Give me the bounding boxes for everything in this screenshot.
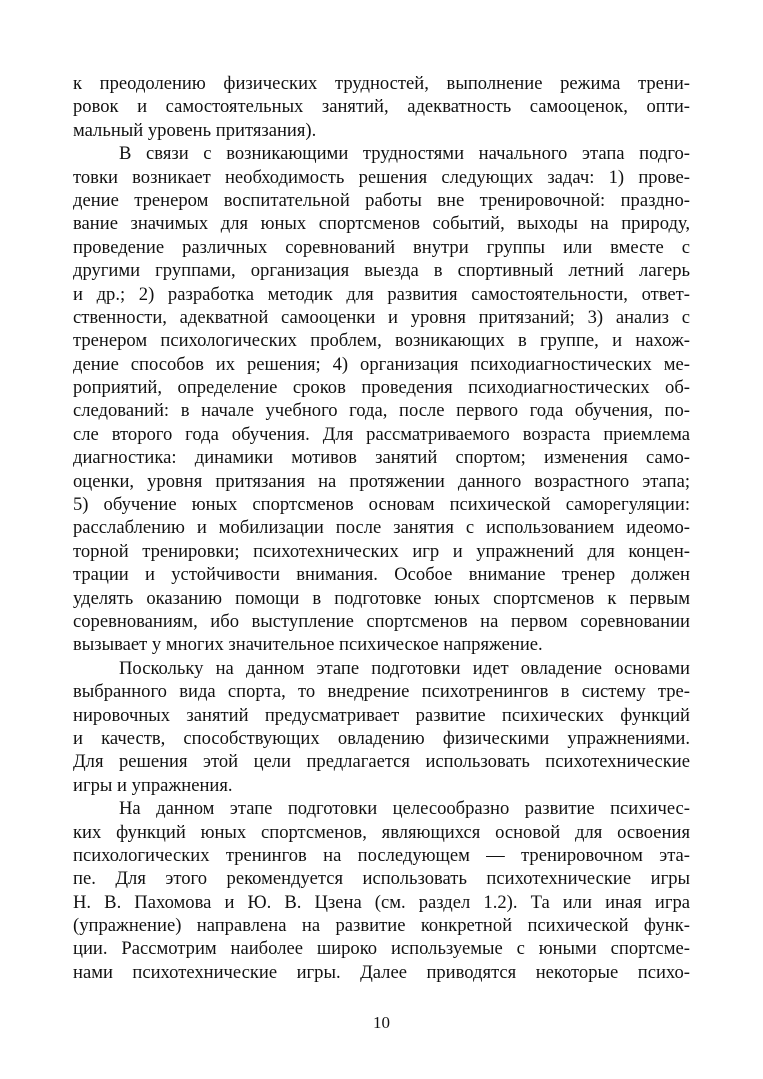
text-line: проведение различных соревнований внутри группы или вместе с — [73, 236, 690, 258]
text-line: уделять оказанию помощи в подготовке юных спортсменов к первым — [73, 587, 690, 609]
text-line: (упражнение) направлена на развитие конкретной психической функ- — [73, 915, 690, 937]
text-line: сле второго года обучения. Для рассматриваемого возраста приемлема — [73, 423, 690, 445]
text-line: вание значимых для юных спортсменов событий, выходы на природу, — [73, 213, 690, 235]
text-line: другими группами, организация выезда в спортивный летний лагерь — [73, 260, 690, 282]
text-line: дение способов их решения; 4) организация психодиагностических ме- — [73, 353, 690, 375]
page-number: 10 — [373, 1013, 390, 1032]
text-line: вызывает у многих значительное психическое напряжение. — [73, 634, 543, 656]
text-line: Поскольку на данном этапе подготовки идет овладение основами — [119, 657, 690, 679]
page-body — [73, 72, 690, 984]
text-line: ких функций юных спортсменов, являющихся основой для освоения — [73, 821, 690, 843]
text-line: оценки, уровня притязания на протяжении данного возрастного этапа; — [73, 470, 690, 492]
paragraph-3 — [73, 657, 690, 797]
text-line: игры и упражнения. — [73, 774, 233, 796]
text-line: мальный уровень притязания). — [73, 119, 317, 141]
text-line: диагностика: динамики мотивов занятий спортом; изменения само- — [73, 447, 690, 469]
text-line: торной тренировки; психотехнических игр и упражнений для концен- — [73, 540, 690, 562]
text-line: трации и устойчивости внимания. Особое внимание тренер должен — [73, 564, 690, 586]
text-line: тренером психологических проблем, возникающих в группе, и нахож- — [73, 330, 690, 352]
text-line: соревнованиям, ибо выступление спортсменов на первом соревновании — [73, 610, 690, 632]
text-line: нами психотехнические игры. Далее приводятся некоторые психо- — [73, 961, 690, 983]
text-line: и качеств, способствующих овладению физическими упражнениями. — [73, 727, 690, 749]
text-line: В связи с возникающими трудностями начального этапа подго- — [119, 143, 690, 165]
text-line: роприятий, определение сроков проведения психодиагностических об- — [73, 377, 690, 399]
text-line: пе. Для этого рекомендуется использовать психотехнические игры — [73, 868, 690, 890]
text-line: На данном этапе подготовки целесообразно развитие психичес- — [119, 798, 690, 820]
text-line: товки возникает необходимость решения следующих задач: 1) прове- — [73, 166, 690, 188]
text-line: и др.; 2) разработка методик для развития самостоятельности, ответ- — [73, 283, 690, 305]
text-line: к преодолению физических трудностей, выполнение режима трени- — [73, 73, 690, 94]
text-line: ственности, адекватной самооценки и уровня притязаний; 3) анализ с — [73, 306, 690, 328]
text-line: следований: в начале учебного года, после первого года обучения, по- — [73, 400, 690, 422]
text-line: психологических тренингов на последующем — тренировочном эта- — [73, 844, 690, 866]
paragraph-1 — [73, 72, 690, 142]
text-line: расслаблению и мобилизации после занятия с использованием идеомо- — [73, 517, 690, 539]
text-line: Для решения этой цели предлагается использовать психотехнические — [73, 751, 690, 773]
paragraph-4 — [73, 797, 690, 984]
text-line: нировочных занятий предусматривает развитие психических функций — [73, 704, 690, 726]
text-line: Н. В. Пахомова и Ю. В. Цзена (см. раздел 1.2). Та или иная игра — [73, 891, 690, 913]
text-line: 5) обучение юных спортсменов основам психической саморегуляции: — [73, 494, 690, 516]
text-line: выбранного вида спорта, то внедрение психотренингов в систему тре- — [73, 681, 690, 703]
text-line: ции. Рассмотрим наиболее широко используемые с юными спортсме- — [73, 938, 690, 960]
text-line: ровок и самостоятельных занятий, адекватность самооценок, опти- — [73, 96, 690, 118]
paragraph-2 — [73, 142, 690, 657]
text-line: дение тренером воспитательной работы вне тренировочной: праздно- — [73, 189, 690, 211]
